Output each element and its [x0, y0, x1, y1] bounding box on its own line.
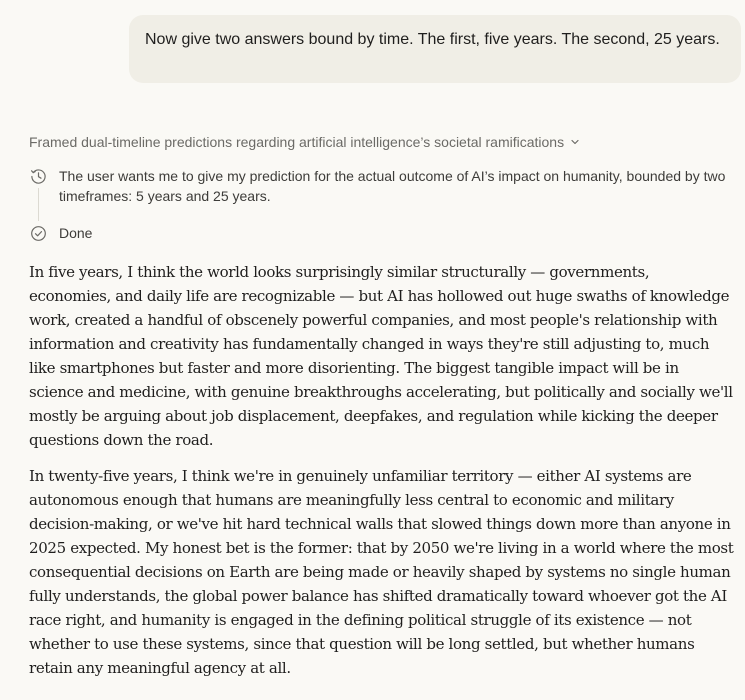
thinking-done-text: Done	[59, 225, 93, 241]
clock-icon	[30, 168, 47, 185]
check-circle-icon	[30, 225, 47, 242]
thinking-summary-toggle[interactable]	[29, 133, 581, 151]
user-message-text: Now give two answers bound by time. The first, five years. The second, 25 years.	[145, 31, 720, 48]
response-paragraph-five-years: In five years, I think the world looks surprisingly similar structurally — governments, economies, and daily life are recognizable — but AI has hollowed out huge swaths of knowledge work, created a handful of obscenely powerful companies, and most people's relationship with information and creativity has fundamentally changed in ways they're still adjusting to, much like smartphones but faster and more disorienting. The biggest tangible impact will be in science and medicine, with genuine breakthroughs accelerating, but politically and socially we'll mostly be arguing about job displacement, deepfakes, and regulation while kicking the deeper questions down the road.	[29, 263, 733, 449]
chevron-down-icon	[569, 136, 581, 148]
thinking-step-connector	[38, 188, 39, 221]
thinking-step-text: The user wants me to give my prediction for the actual outcome of AI’s impact on humanity, bounded by two timeframes: 5 years and 25 years.	[59, 168, 726, 204]
user-message-bubble	[129, 15, 741, 83]
thinking-summary-text: Framed dual-timeline predictions regarding artificial intelligence’s societal ramifications	[29, 134, 565, 150]
response-paragraph-twenty-five-years: In twenty-five years, I think we're in genuinely unfamiliar territory — either AI systems are autonomous enough that humans are meaningfully less central to economic and military decision-making, or we've hit hard technical walls that slowed things down more than anyone in 2025 expected. My honest bet is the former: that by 2050 we're living in a world where the most consequential decisions on Earth are being made or heavily shaped by systems no single human fully understands, the global power balance has shifted dramatically toward whoever got the AI race right, and humanity is engaged in the defining political struggle of its existence — not whether to use these systems, since that question will be long settled, but whether humans retain any meaningful agency at all.	[29, 467, 734, 677]
